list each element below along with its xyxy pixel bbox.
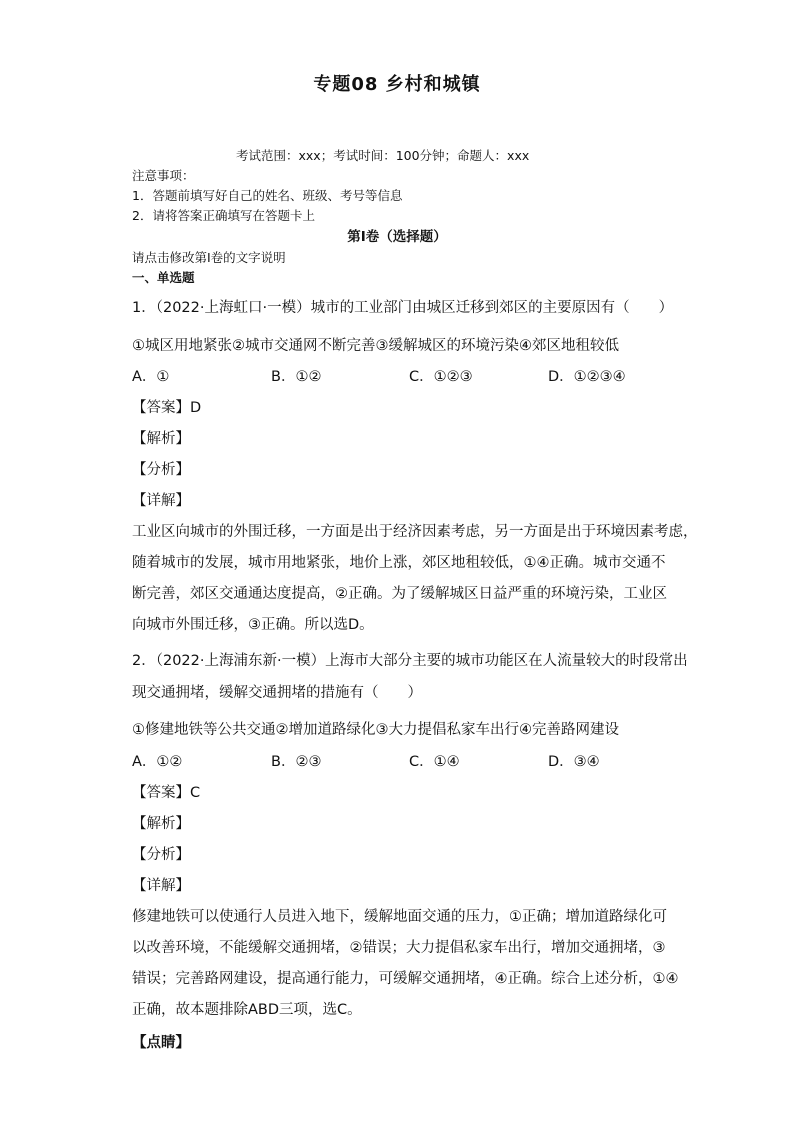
answer: 【答案】D: [132, 400, 202, 416]
detail-line: 随着城市的发展，城市用地紧张，地价上涨，郊区地租较低，①④正确。城市交通不: [132, 555, 666, 571]
analysis-label: 【解析】: [132, 431, 190, 447]
section-title: 第I卷（选择题）: [347, 229, 447, 245]
exam-info: 考试范围：xxx；考试时间：100分钟；命题人：xxx: [236, 148, 530, 163]
detail-label: 【详解】: [132, 493, 190, 509]
answer: 【答案】C: [132, 785, 201, 801]
option-c: C．①④: [409, 754, 460, 770]
notes-heading: 注意事项：: [132, 168, 195, 183]
option-c: C．①②③: [409, 369, 473, 385]
detail-line: 向城市外围迁移，③正确。所以选D。: [132, 617, 374, 633]
fenxi-label: 【分析】: [132, 462, 190, 478]
document-title: 专题08 乡村和城镇: [313, 74, 481, 95]
detail-line: 以改善环境，不能缓解交通拥堵，②错误；大力提倡私家车出行，增加交通拥堵，③: [132, 940, 666, 956]
option-a: A．①: [132, 369, 170, 385]
detail-line: 工业区向城市的外围迁移，一方面是出于经济因素考虑，另一方面是出于环境因素考虑，: [132, 524, 698, 540]
question-stem: 现交通拥堵，缓解交通拥堵的措施有（ ）: [132, 685, 422, 701]
detail-line: 修建地铁可以使通行人员进入地下，缓解地面交通的压力，①正确；增加道路绿化可: [132, 909, 667, 925]
fenxi-label: 【分析】: [132, 847, 190, 863]
part-title: 一、单选题: [132, 270, 195, 285]
detail-line: 正确，故本题排除ABD三项，选C。: [132, 1002, 362, 1018]
option-d: D．①②③④: [548, 369, 626, 385]
question-statements: ①修建地铁等公共交通②增加道路绿化③大力提倡私家车出行④完善路网建设: [132, 722, 619, 738]
question-stem: 2．（2022·上海浦东新·一模）上海市大部分主要的城市功能区在人流量较大的时段常出: [132, 653, 688, 669]
question-statements: ①城区用地紧张②城市交通网不断完善③缓解城区的环境污染④郊区地租较低: [132, 338, 619, 354]
notes-item: 1．答题前填写好自己的姓名、班级、考号等信息: [132, 188, 403, 203]
option-b: B．②③: [271, 754, 322, 770]
question-stem: 1．（2022·上海虹口·一模）城市的工业部门由城区迁移到郊区的主要原因有（ ）: [132, 300, 674, 316]
detail-line: 错误；完善路网建设，提高通行能力，可缓解交通拥堵，④正确。综合上述分析，①④: [132, 971, 679, 987]
option-a: A．①②: [132, 754, 183, 770]
option-d: D．③④: [548, 754, 600, 770]
comment-label: 【点睛】: [132, 1035, 190, 1051]
notes-item: 2．请将答案正确填写在答题卡上: [132, 208, 315, 223]
analysis-label: 【解析】: [132, 816, 190, 832]
detail-label: 【详解】: [132, 878, 190, 894]
section-hint: 请点击修改第I卷的文字说明: [132, 250, 286, 265]
detail-line: 断完善，郊区交通通达度提高，②正确。为了缓解城区日益严重的环境污染，工业区: [132, 586, 667, 602]
option-b: B．①②: [271, 369, 322, 385]
